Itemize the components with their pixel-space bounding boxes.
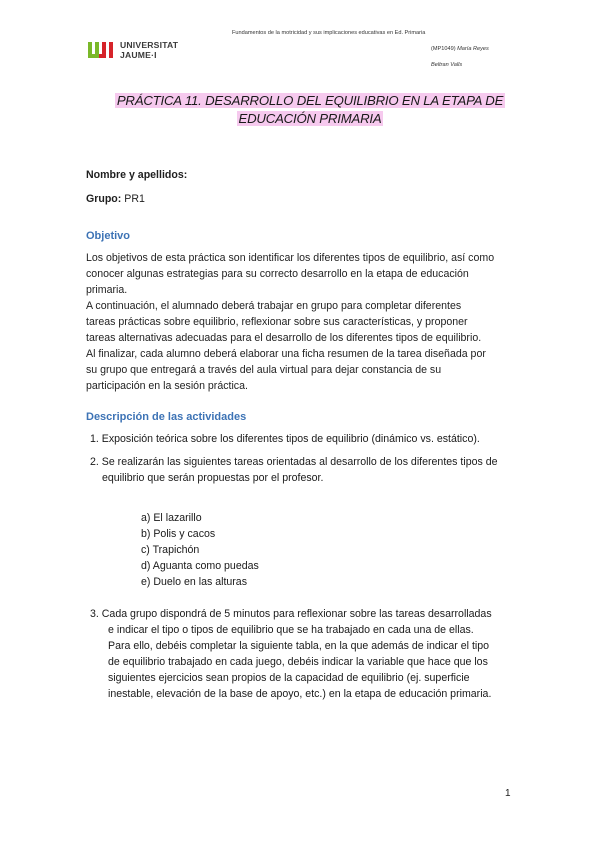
uji-logo-icon bbox=[88, 40, 116, 62]
group-line bbox=[86, 191, 145, 207]
task-item: a) El lazarillo bbox=[141, 512, 202, 524]
title-line-1: PRÁCTICA 11. DESARROLLO DEL EQUILIBRIO EN LA ETAPA DE bbox=[116, 93, 504, 108]
name-label: Nombre y apellidos: bbox=[86, 169, 188, 181]
page-number: 1 bbox=[505, 788, 511, 799]
page-title bbox=[100, 92, 520, 128]
activities-heading: Descripción de las actividades bbox=[86, 411, 247, 423]
group-value: PR1 bbox=[124, 193, 145, 205]
activity-item-1: 1. Exposición teórica sobre los diferentes tipos de equilibrio (dinámico vs. estático). bbox=[90, 433, 480, 445]
author-first-name: María Reyes bbox=[457, 46, 489, 52]
task-item: e) Duelo en las alturas bbox=[141, 576, 247, 588]
author-surnames: Beltran Valls bbox=[431, 62, 463, 68]
activity-item-2: 2. Se realizarán las siguientes tareas orientadas al desarrollo de los diferentes tipos de equilibrio que serán propuestas por el profesor. bbox=[90, 456, 498, 484]
title-line-2: EDUCACIÓN PRIMARIA bbox=[238, 111, 382, 126]
course-name: Fundamentos de la motricidad y sus implicaciones educativas en Ed. Primaria bbox=[232, 30, 426, 36]
logo-wordmark: UNIVERSITAT JAUME·I bbox=[120, 40, 179, 60]
task-item: c) Trapichón bbox=[141, 544, 200, 556]
course-code-author bbox=[431, 44, 489, 54]
objective-heading: Objetivo bbox=[86, 230, 131, 242]
task-item: d) Aguanta como puedas bbox=[141, 560, 259, 572]
group-label: Grupo: bbox=[86, 193, 122, 205]
course-code: (MP1049) bbox=[431, 46, 456, 52]
activity-item-3: 3. Cada grupo dispondrá de 5 minutos para reflexionar sobre las tareas desarrolladas e indicar el tipo o tipos de equilibrio que se ha trabajado en cada una de ellas. Para ello, debéis completar la siguiente tabla, en la que además de indicar el tipo de equilibrio trabajado en cada juego, debéis indicar la variable que hace que los siguientes ejercicios sean propios de la capacidad de equilibrio (ej. superficie inestable, elevación de la base de apoyo, etc.) en la etapa de educación primaria. bbox=[90, 608, 492, 700]
objective-paragraph-2: A continuación, el alumnado deberá trabajar en grupo para completar diferentes tareas prácticas sobre equilibrio, reflexionar sobre sus características, y proponer tareas alternativas adecuadas para el desarrollo de los diferentes tipos de equilibrio. Al finalizar, cada alumno deberá elaborar una ficha resumen de la tarea diseñada por su grupo que entregará a través del aula virtual para dejar constancia de su participación en la sesión práctica. bbox=[86, 300, 486, 392]
university-logo bbox=[88, 38, 198, 66]
task-list bbox=[141, 510, 259, 590]
objective-paragraph-1: Los objetivos de esta práctica son identificar los diferentes tipos de equilibrio, así como conocer algunas estrategias para su correcto desarrollo en la etapa de educación primaria. bbox=[86, 252, 495, 296]
task-item: b) Polis y cacos bbox=[141, 528, 216, 540]
